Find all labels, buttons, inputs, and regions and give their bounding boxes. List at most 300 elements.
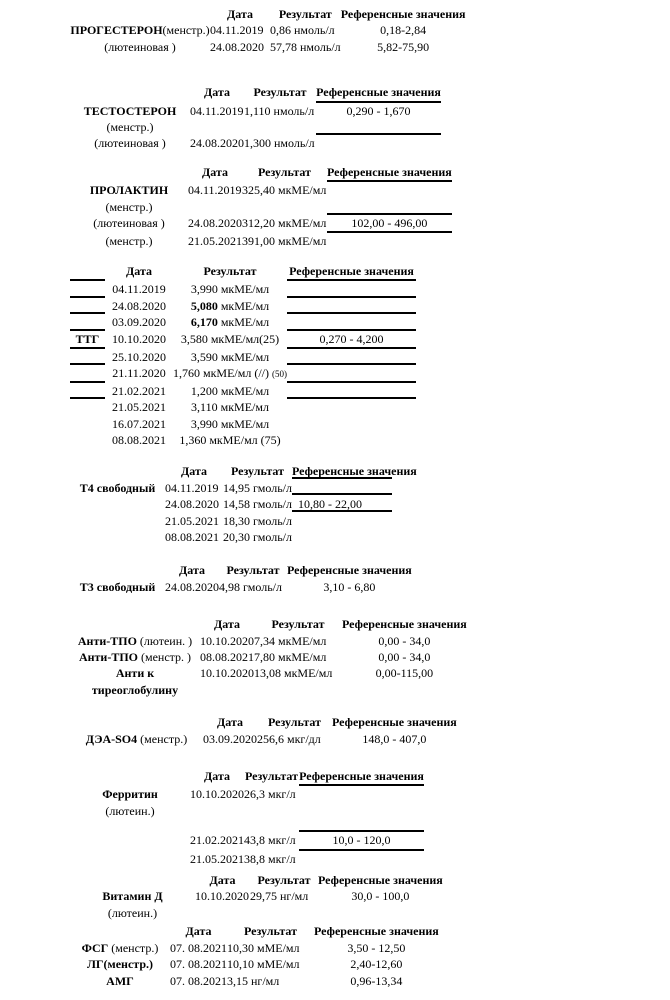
column-header-spacer bbox=[70, 6, 210, 22]
text-segment: (лютеин.) bbox=[107, 905, 158, 920]
column-header-reference: Референсные значения bbox=[287, 263, 416, 281]
spacer-row bbox=[70, 819, 424, 832]
cell-ref bbox=[292, 480, 417, 496]
cell-ref bbox=[287, 399, 416, 415]
lab-section-anti-tpo bbox=[70, 616, 467, 698]
cell-ref: 0,18-2,84 bbox=[380, 23, 427, 38]
text-segment: 14,58 гмоль/л bbox=[223, 497, 292, 512]
column-header-reference: Референсные значения bbox=[318, 873, 443, 888]
cell-result bbox=[250, 888, 318, 904]
text-segment: Витамин Д bbox=[102, 889, 163, 904]
cell-result bbox=[242, 199, 327, 215]
cell-label bbox=[70, 399, 105, 415]
text-segment: 29,75 нг/мл bbox=[250, 889, 309, 904]
cell-date: 10.10.2020 bbox=[190, 787, 244, 802]
cell-result bbox=[244, 832, 299, 850]
cell-label bbox=[70, 513, 165, 529]
column-header-reference: Референсные значения bbox=[314, 924, 439, 939]
cell-result bbox=[173, 314, 287, 330]
text-segment: 3,15 нг/мл bbox=[227, 973, 280, 988]
cell-ref bbox=[316, 135, 441, 151]
cell-label bbox=[70, 119, 190, 135]
table-row bbox=[70, 905, 443, 921]
cell-date bbox=[188, 199, 242, 215]
cell-date: 21.02.2021 bbox=[190, 833, 244, 848]
text-segment: (лютеиновая ) bbox=[104, 39, 176, 54]
text-segment: 7,34 мкМЕ/мл bbox=[254, 633, 327, 648]
cell-ref bbox=[327, 182, 452, 198]
column-header-spacer bbox=[70, 263, 105, 281]
cell-label bbox=[70, 215, 188, 233]
table-row bbox=[70, 579, 412, 595]
text-segment: 38,8 мкг/л bbox=[244, 851, 296, 866]
cell-label bbox=[70, 529, 165, 545]
table-row bbox=[70, 135, 441, 151]
cell-result bbox=[244, 851, 299, 867]
cell-result bbox=[227, 973, 314, 989]
text-segment: ТТГ bbox=[75, 331, 100, 346]
cell-ref: 0,96-13,34 bbox=[350, 973, 403, 988]
column-header-spacer bbox=[70, 164, 188, 182]
lab-section-t3-free bbox=[70, 562, 412, 595]
cell-label bbox=[70, 298, 105, 314]
cell-ref bbox=[299, 803, 424, 819]
header-row bbox=[70, 6, 466, 22]
cell-date: 21.02.2021 bbox=[112, 383, 166, 398]
cell-label bbox=[70, 480, 165, 496]
text-segment: 13,08 мкМЕ/мл bbox=[254, 666, 333, 681]
table-row bbox=[70, 940, 439, 956]
text-segment: 26,3 мкг/л bbox=[244, 787, 296, 802]
table-row bbox=[70, 349, 416, 365]
column-header-spacer bbox=[70, 714, 203, 730]
column-header-result: Результат bbox=[244, 769, 298, 784]
text-segment: Т3 свободный bbox=[79, 579, 156, 594]
cell-label bbox=[70, 940, 170, 956]
cell-label bbox=[70, 314, 105, 330]
text-segment: ПРОГЕСТЕРОН bbox=[70, 23, 163, 38]
cell-date bbox=[190, 119, 244, 135]
cell-label bbox=[70, 851, 190, 867]
column-header-result: Результат bbox=[267, 715, 321, 730]
cell-ref bbox=[318, 905, 443, 921]
cell-result bbox=[173, 416, 287, 432]
column-header-result: Результат bbox=[257, 873, 311, 888]
cell-label bbox=[70, 281, 105, 297]
table-row bbox=[70, 803, 424, 819]
cell-ref: 0,290 - 1,670 bbox=[346, 103, 411, 118]
cell-result bbox=[173, 298, 287, 314]
cell-ref bbox=[287, 314, 416, 330]
column-header-spacer bbox=[70, 923, 170, 939]
text-segment: 3,580 мкМЕ/мл(25) bbox=[180, 331, 280, 346]
table-row bbox=[70, 399, 416, 415]
text-segment: (лютеиновая ) bbox=[93, 216, 165, 231]
cell-date: 24.08.2020 bbox=[112, 298, 166, 313]
lab-section-vitamin-d bbox=[70, 872, 443, 921]
cell-label bbox=[70, 665, 200, 698]
cell-result bbox=[219, 579, 287, 595]
column-header-reference: Референсные значения bbox=[332, 715, 457, 730]
column-header-result: Результат bbox=[271, 617, 325, 632]
table-row bbox=[70, 119, 441, 135]
cell-ref: 30,0 - 100,0 bbox=[351, 889, 410, 904]
text-segment: мкМЕ/мл bbox=[217, 315, 270, 330]
spacer-cell bbox=[244, 819, 299, 832]
header-row bbox=[70, 714, 457, 730]
cell-label bbox=[70, 331, 105, 349]
cell-ref bbox=[327, 233, 452, 249]
cell-ref bbox=[287, 281, 416, 297]
header-row bbox=[70, 768, 424, 786]
cell-result bbox=[173, 331, 287, 349]
text-segment: АМГ bbox=[106, 973, 134, 988]
lab-section-dhea-so4 bbox=[70, 714, 457, 747]
lab-section-t4-free bbox=[70, 463, 417, 545]
cell-label bbox=[70, 905, 195, 921]
cell-date: 08.08.2021 bbox=[112, 432, 166, 447]
text-segment: Т4 свободный bbox=[79, 480, 156, 495]
text-segment: (лютеин.) bbox=[105, 803, 155, 818]
lab-section-ferritin bbox=[70, 768, 424, 867]
cell-result bbox=[244, 803, 299, 819]
table-row bbox=[70, 731, 457, 747]
text-segment: 7,80 мкМЕ/мл bbox=[254, 650, 327, 664]
cell-result bbox=[227, 956, 314, 972]
text-segment: (менстр.) bbox=[137, 731, 188, 746]
header-row bbox=[70, 164, 452, 182]
table-row bbox=[70, 973, 439, 989]
column-header-spacer bbox=[70, 84, 190, 102]
cell-date: 24.08.2020 bbox=[165, 497, 219, 512]
text-segment: 312,20 мкМЕ/мл bbox=[242, 216, 327, 231]
header-row bbox=[70, 463, 417, 479]
table-row bbox=[70, 496, 417, 512]
cell-ref bbox=[299, 851, 424, 867]
text-segment: 1,200 мкМЕ/мл bbox=[190, 383, 270, 398]
cell-ref: 10,0 - 120,0 bbox=[299, 832, 424, 850]
text-segment: 14,95 гмоль/л bbox=[223, 480, 292, 495]
text-segment: ДЭА-SO4 bbox=[85, 731, 138, 746]
cell-label bbox=[70, 365, 105, 382]
table-row bbox=[70, 851, 424, 867]
cell-result bbox=[254, 649, 342, 665]
cell-result bbox=[270, 22, 341, 38]
text-segment: тиреоглобулину bbox=[91, 682, 179, 697]
cell-label bbox=[70, 786, 190, 802]
cell-date: 07. 08.2021 bbox=[170, 957, 227, 972]
text-segment: (менстр.) bbox=[108, 940, 159, 955]
cell-date: 24.08.2020 bbox=[210, 39, 264, 54]
cell-ref: 148,0 - 407,0 bbox=[362, 731, 427, 746]
lab-section-tsh bbox=[70, 263, 416, 448]
text-segment: ФСГ bbox=[81, 940, 109, 955]
column-header-result: Результат bbox=[243, 924, 297, 939]
header-row bbox=[70, 923, 439, 939]
cell-result bbox=[244, 119, 316, 135]
cell-date bbox=[195, 905, 250, 921]
text-segment: мкМЕ/мл bbox=[217, 298, 270, 313]
cell-date: 04.11.2019 bbox=[165, 480, 219, 495]
cell-label bbox=[70, 973, 170, 989]
cell-date: 21.05.2021 bbox=[188, 234, 242, 249]
cell-date: 21.11.2020 bbox=[112, 366, 166, 381]
header-row bbox=[70, 84, 441, 102]
spacer-cell bbox=[70, 819, 190, 832]
column-header-reference: Референсные значения bbox=[287, 563, 412, 578]
text-segment: (менстр.) bbox=[106, 120, 154, 135]
cell-result bbox=[254, 665, 342, 698]
header-row bbox=[70, 616, 467, 632]
text-segment: (лютеиновая ) bbox=[94, 136, 166, 151]
cell-result bbox=[173, 281, 287, 297]
cell-ref bbox=[287, 349, 416, 365]
lab-section-fsh-lh-amh bbox=[70, 923, 439, 989]
text-segment: (менстр. ) bbox=[138, 650, 192, 664]
cell-date: 08.08.2021 bbox=[200, 650, 254, 664]
text-segment: (менстр.) bbox=[105, 234, 153, 249]
column-header-date: Дата bbox=[217, 715, 243, 730]
cell-result bbox=[244, 103, 316, 119]
cell-date: 10.10.2020 bbox=[112, 331, 166, 346]
cell-ref bbox=[316, 119, 441, 135]
cell-label bbox=[70, 649, 200, 665]
cell-date: 07. 08.2021 bbox=[170, 940, 227, 955]
text-segment: 3,590 мкМЕ/мл bbox=[190, 349, 270, 364]
column-header-result: Результат bbox=[278, 7, 332, 21]
column-header-spacer bbox=[70, 562, 165, 578]
cell-ref bbox=[287, 383, 416, 399]
cell-result bbox=[173, 349, 287, 365]
cell-date: 04.11.2019 bbox=[210, 23, 264, 38]
text-segment: 3,990 мкМЕ/мл bbox=[190, 282, 270, 297]
column-header-result: Результат bbox=[230, 464, 284, 479]
table-row bbox=[70, 103, 441, 119]
cell-label bbox=[70, 135, 190, 151]
lab-section-progesterone bbox=[70, 6, 466, 55]
cell-label bbox=[70, 432, 105, 448]
text-segment: 20,30 гмоль/л bbox=[223, 529, 292, 544]
cell-ref bbox=[299, 786, 424, 802]
text-segment: ПРОЛАКТИН bbox=[89, 183, 169, 198]
spacer-cell bbox=[299, 819, 424, 832]
text-segment: 10,30 мМЕ/мл bbox=[227, 940, 300, 955]
cell-date: 10.10.2020 bbox=[200, 633, 254, 648]
cell-ref: 102,00 - 496,00 bbox=[327, 215, 452, 233]
cell-label bbox=[70, 731, 203, 747]
table-row bbox=[70, 215, 452, 233]
column-header-date: Дата bbox=[209, 873, 236, 888]
cell-ref: 0,00 - 34,0 bbox=[378, 650, 431, 664]
table-row bbox=[70, 513, 417, 529]
table-row bbox=[70, 22, 466, 38]
cell-label bbox=[70, 496, 165, 512]
column-header-spacer bbox=[70, 872, 195, 888]
text-segment: Анти-ТПО bbox=[77, 633, 137, 648]
table-row bbox=[70, 786, 424, 802]
table-row bbox=[70, 281, 416, 297]
table-row bbox=[70, 416, 416, 432]
cell-ref bbox=[292, 513, 417, 529]
column-header-reference: Референсные значения bbox=[342, 617, 467, 632]
cell-result bbox=[244, 786, 299, 802]
column-header-date: Дата bbox=[214, 617, 240, 632]
text-segment: 57,78 нмоль/л bbox=[270, 39, 341, 54]
table-row bbox=[70, 432, 416, 448]
cell-result bbox=[223, 496, 292, 512]
cell-label bbox=[70, 803, 190, 819]
cell-result bbox=[244, 135, 316, 151]
table-row bbox=[70, 182, 452, 198]
column-header-reference: Референсные значения bbox=[316, 84, 441, 102]
cell-result bbox=[173, 399, 287, 415]
column-header-spacer bbox=[70, 463, 165, 479]
column-header-reference: Референсные значения bbox=[291, 464, 417, 479]
cell-date bbox=[190, 803, 244, 819]
cell-date: 21.05.2021 bbox=[190, 851, 244, 866]
column-header-date: Дата bbox=[179, 563, 205, 578]
cell-ref: 0,00 - 34,0 bbox=[378, 633, 431, 648]
cell-result bbox=[173, 365, 287, 382]
table-row bbox=[70, 529, 417, 545]
column-header-spacer bbox=[70, 768, 190, 786]
text-segment: (50) bbox=[272, 369, 287, 380]
cell-ref bbox=[287, 298, 416, 314]
column-header-reference: Референсные значения bbox=[340, 7, 466, 21]
column-header-date: Дата bbox=[204, 769, 230, 784]
text-segment: 18,30 гмоль/л bbox=[223, 513, 292, 528]
cell-date: 07. 08.2021 bbox=[170, 973, 227, 988]
cell-label bbox=[70, 349, 105, 365]
cell-result bbox=[223, 529, 292, 545]
column-header-date: Дата bbox=[202, 164, 228, 179]
cell-label bbox=[70, 633, 200, 649]
table-row bbox=[70, 233, 452, 249]
text-segment: Анти к bbox=[115, 666, 155, 681]
column-header-reference: Референсные значения bbox=[299, 768, 424, 786]
cell-date: 25.10.2020 bbox=[112, 349, 166, 364]
text-segment: (менстр.) bbox=[105, 199, 153, 214]
cell-label bbox=[70, 22, 210, 38]
cell-label bbox=[70, 416, 105, 432]
header-row bbox=[70, 872, 443, 888]
text-segment: 1,300 нмоль/л bbox=[244, 136, 315, 151]
table-row bbox=[70, 383, 416, 399]
cell-result bbox=[227, 940, 314, 956]
cell-date: 03.09.2020 bbox=[112, 315, 166, 330]
text-segment: ЛГ(менстр.) bbox=[86, 957, 154, 972]
cell-ref: 3,10 - 6,80 bbox=[323, 579, 376, 594]
cell-label bbox=[70, 383, 105, 399]
cell-date: 08.08.2021 bbox=[165, 529, 219, 544]
cell-result bbox=[270, 39, 341, 55]
table-row bbox=[70, 39, 466, 55]
table-row bbox=[70, 633, 467, 649]
cell-date: 24.08.2020 bbox=[188, 216, 242, 231]
column-header-date: Дата bbox=[204, 85, 230, 100]
cell-result bbox=[257, 731, 332, 747]
cell-ref bbox=[292, 529, 417, 545]
text-segment: 43,8 мкг/л bbox=[244, 833, 296, 848]
cell-date: 10.10.2020 bbox=[195, 889, 249, 904]
cell-label bbox=[70, 888, 195, 904]
cell-date: 21.05.2021 bbox=[112, 400, 166, 415]
lab-section-testosterone bbox=[70, 84, 441, 152]
column-header-result: Результат bbox=[226, 563, 280, 578]
header-row bbox=[70, 263, 416, 281]
cell-ref: 0,00-115,00 bbox=[375, 666, 434, 681]
table-row bbox=[70, 956, 439, 972]
cell-date: 04.11.2019 bbox=[188, 183, 242, 198]
cell-result bbox=[223, 480, 292, 496]
table-row bbox=[70, 298, 416, 314]
text-segment: 10,10 мМЕ/мл bbox=[227, 957, 300, 972]
table-row bbox=[70, 665, 467, 698]
cell-label bbox=[70, 579, 165, 595]
cell-date: 24.08.2020 bbox=[165, 579, 219, 594]
cell-label bbox=[70, 182, 188, 198]
text-segment: 256,6 мкг/дл bbox=[257, 731, 321, 746]
cell-result bbox=[250, 905, 318, 921]
cell-ref: 2,40-12,60 bbox=[350, 957, 403, 972]
cell-result bbox=[173, 383, 287, 399]
table-row bbox=[70, 314, 416, 330]
column-header-date: Дата bbox=[181, 464, 207, 479]
cell-date: 03.09.2020 bbox=[203, 731, 257, 746]
text-segment: 4,98 гмоль/л bbox=[219, 579, 282, 594]
text-segment: 391,00 мкМЕ/мл bbox=[242, 234, 327, 249]
text-segment: 5,080 bbox=[190, 298, 218, 313]
cell-label bbox=[70, 233, 188, 249]
cell-ref bbox=[287, 416, 416, 432]
table-row bbox=[70, 888, 443, 904]
cell-ref: 10,80 - 22,00 bbox=[292, 496, 417, 512]
spacer-cell bbox=[190, 819, 244, 832]
cell-date: 04.11.2019 bbox=[190, 103, 244, 118]
cell-label bbox=[70, 832, 190, 850]
cell-label bbox=[70, 39, 210, 55]
cell-ref bbox=[327, 199, 452, 215]
text-segment: (лютеин. ) bbox=[136, 633, 193, 648]
lab-section-prolactin bbox=[70, 164, 452, 250]
header-row bbox=[70, 562, 412, 578]
text-segment: 1,110 нмоль/л bbox=[244, 103, 315, 118]
column-header-result: Результат bbox=[203, 263, 257, 278]
table-row bbox=[70, 649, 467, 665]
cell-date: 21.05.2021 bbox=[165, 513, 219, 528]
column-header-result: Результат bbox=[257, 164, 311, 179]
cell-result bbox=[223, 513, 292, 529]
text-segment: Анти-ТПО bbox=[78, 650, 138, 664]
cell-ref bbox=[287, 432, 416, 448]
text-segment: 6,170 bbox=[190, 315, 218, 330]
table-row bbox=[70, 480, 417, 496]
column-header-date: Дата bbox=[185, 924, 212, 939]
cell-result bbox=[173, 432, 287, 448]
text-segment: 325,40 мкМЕ/мл bbox=[242, 183, 327, 198]
text-segment: (менстр.) bbox=[162, 23, 210, 38]
cell-ref: 3,50 - 12,50 bbox=[347, 940, 406, 955]
table-row bbox=[70, 832, 424, 850]
cell-label bbox=[70, 199, 188, 215]
column-header-reference: Референсные значения bbox=[327, 164, 452, 182]
cell-result bbox=[254, 633, 342, 649]
text-segment: ТЕСТОСТЕРОН bbox=[83, 103, 177, 118]
column-header-date: Дата bbox=[126, 263, 152, 278]
table-row bbox=[70, 331, 416, 349]
column-header-result: Результат bbox=[253, 85, 307, 100]
cell-result bbox=[242, 215, 327, 233]
